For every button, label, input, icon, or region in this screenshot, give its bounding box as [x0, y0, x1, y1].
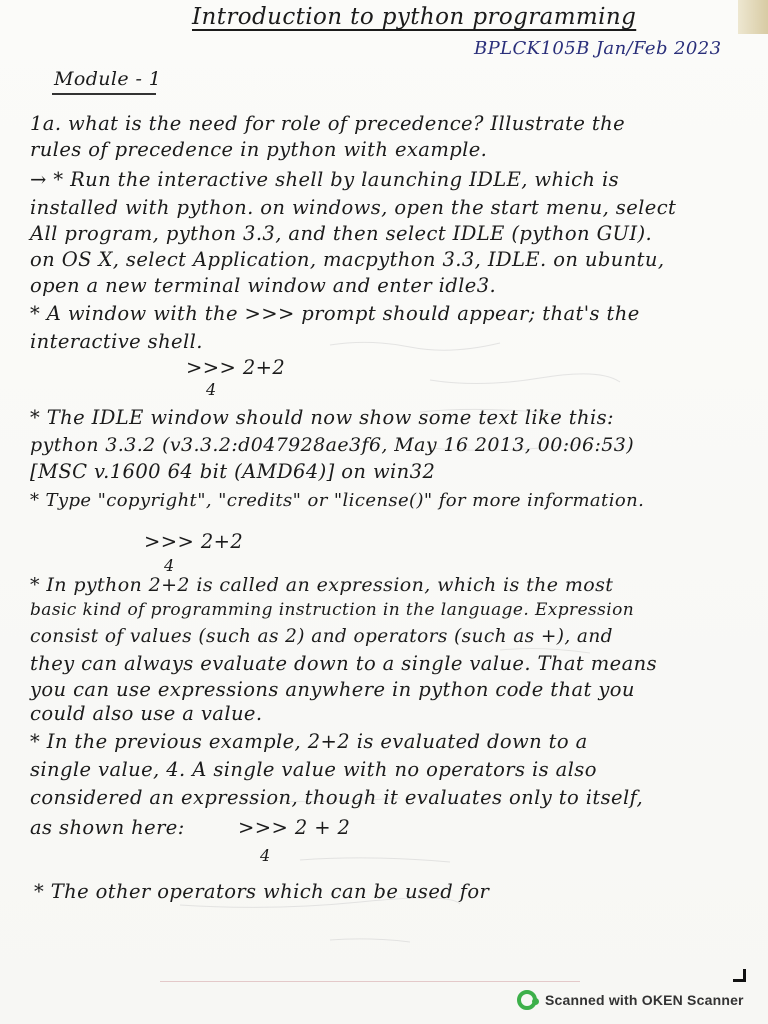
- text-line: → * Run the interactive shell by launching IDLE, which is: [30, 168, 620, 191]
- page-bottom-mark: [160, 981, 580, 982]
- scanner-watermark-text: Scanned with OKEN Scanner: [545, 992, 744, 1008]
- text-line: open a new terminal window and enter idle3.: [30, 274, 497, 297]
- text-line: interactive shell.: [30, 330, 203, 353]
- course-code-date: BPLCK105B Jan/Feb 2023: [474, 38, 722, 59]
- text-line: considered an expression, though it evaluates only to itself,: [30, 786, 644, 809]
- text-line: on OS X, select Application, macpython 3.3, IDLE. on ubuntu,: [30, 248, 665, 271]
- code-example-prompt: >>> 2+2: [186, 356, 286, 379]
- scan-corner-mark: [733, 969, 746, 982]
- text-line: rules of precedence in python with example.: [30, 138, 488, 161]
- module-heading: Module - 1: [54, 68, 162, 90]
- module-underline: [52, 93, 156, 95]
- text-line: single value, 4. A single value with no operators is also: [30, 758, 597, 781]
- text-line: [MSC v.1600 64 bit (AMD64)] on win32: [30, 460, 436, 483]
- page-edge-shadow: [738, 0, 768, 34]
- code-example-result: 4: [260, 846, 271, 865]
- text-line: * The IDLE window should now show some text like this:: [30, 406, 614, 429]
- text-line: consist of values (such as 2) and operators (such as +), and: [30, 626, 613, 647]
- code-example-prompt: >>> 2+2: [144, 530, 244, 553]
- text-line: could also use a value.: [30, 702, 263, 725]
- text-line: * A window with the >>> prompt should appear; that's the: [30, 302, 640, 325]
- text-line: installed with python. on windows, open the start menu, select: [30, 196, 677, 219]
- text-line: 1a. what is the need for role of precedence? Illustrate the: [30, 112, 626, 135]
- text-line: * Type "copyright", "credits" or "license()" for more information.: [30, 490, 645, 511]
- text-line: as shown here:: [30, 816, 185, 839]
- code-example-result: 4: [206, 380, 217, 399]
- page-title: Introduction to python programming: [192, 4, 637, 30]
- scanner-watermark: [517, 990, 744, 1010]
- text-line: python 3.3.2 (v3.3.2:d047928ae3f6, May 16 2013, 00:06:53): [30, 434, 635, 456]
- text-line: basic kind of programming instruction in the language. Expression: [30, 600, 635, 620]
- scanner-logo-icon: [517, 990, 537, 1010]
- text-line: you can use expressions anywhere in python code that you: [30, 678, 635, 701]
- code-example-result: 4: [164, 556, 175, 575]
- text-line: * In python 2+2 is called an expression, which is the most: [30, 574, 614, 596]
- text-line: * In the previous example, 2+2 is evaluated down to a: [30, 730, 588, 753]
- code-example-prompt: >>> 2 + 2: [238, 816, 351, 839]
- text-line: All program, python 3.3, and then select IDLE (python GUI).: [30, 222, 653, 245]
- text-line: they can always evaluate down to a single value. That means: [30, 652, 657, 675]
- text-line: * The other operators which can be used for: [34, 880, 490, 903]
